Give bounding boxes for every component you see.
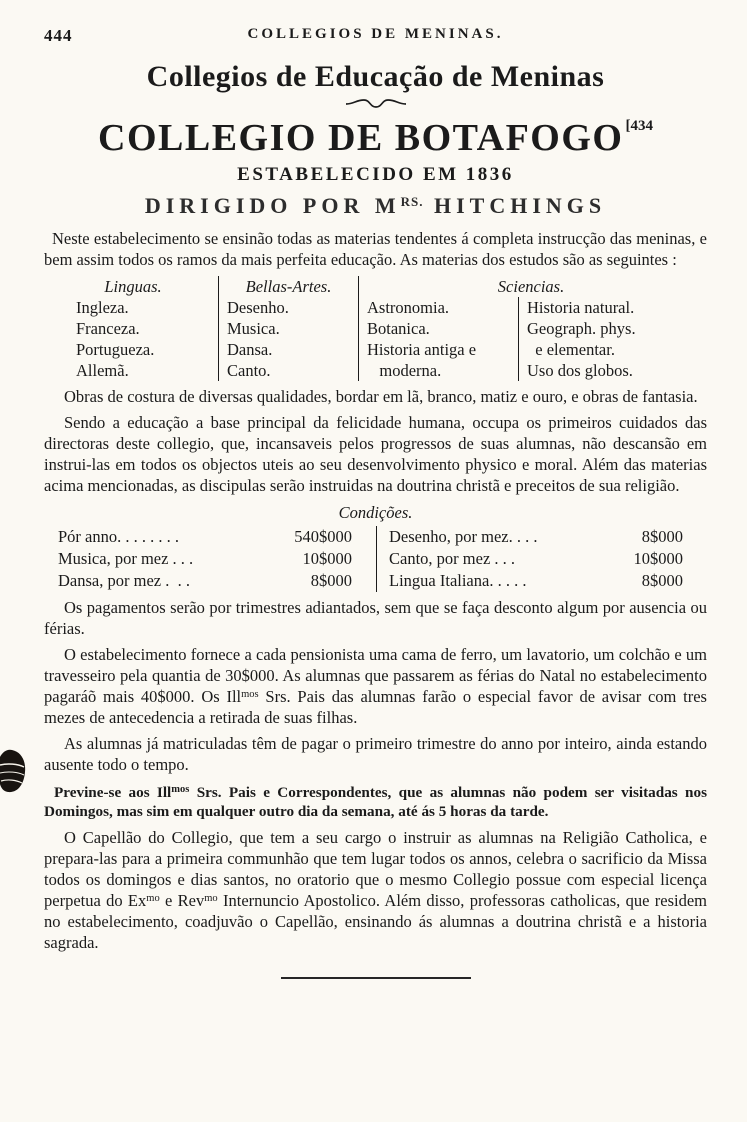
paragraph-text: O estabelecimento fornece a cada pensionista uma cama de ferro, um lavatorio, um colchão e um travesseiro pela quantia de 30$000. As alumnas que passarem as férias do Natal no estabelecimento pagaráõ mais 40$000. Os Ill — [44, 644, 707, 706]
price-row — [58, 526, 376, 548]
conditions-title: Condições. — [338, 502, 413, 522]
running-header: COLLEGIOS DE MENINAS. — [247, 26, 504, 42]
paragraph-text: Internuncio Apostolico. Além disso, professoras catholicas, que residem no estabelecimento, coadjuvão o Capellão, ensinando ás alumnas a doutrina christã e a historia sagrada. — [44, 890, 707, 952]
price-label: Desenho, por mez. . . . — [389, 526, 538, 546]
paragraph-fornece — [44, 644, 707, 728]
paragraph-obras: Obras de costura de diversas qualidades, bordar em lã, branco, matiz e ouro, e obras de fantasia. — [64, 386, 698, 406]
directed-line — [44, 193, 707, 219]
curriculum-cell: Uso dos globos. — [518, 360, 703, 381]
superscript: mo — [204, 892, 218, 904]
price-value: 8$000 — [641, 526, 683, 546]
paragraph-matriculadas: As alumnas já matriculadas têm de pagar o primeiro trimestre do anno por inteiro, ainda estando ausente todo o tempo. — [44, 733, 707, 774]
paragraph-pagamentos: Os pagamentos serão por trimestres adiantados, sem que se faça desconto algum por ausencia ou férias. — [44, 597, 707, 638]
curriculum-cell: e elementar. — [518, 339, 703, 360]
college-name — [44, 119, 707, 159]
paragraph-capellao — [44, 827, 707, 953]
paragraph-text: Srs. Pais e Correspondentes, que as alumnas não podem ser visitadas nos Domingos, mas sim em qualquer outro dia da semana, até ás 5 horas da tarde. — [44, 783, 707, 821]
price-label: Canto, por mez . . . — [389, 548, 516, 568]
price-value: 10$000 — [302, 548, 352, 568]
page-number: 444 — [44, 26, 73, 45]
curriculum-cell: Franceza. — [76, 318, 140, 338]
notice-paragraph — [44, 783, 707, 822]
page-header — [44, 26, 707, 50]
curriculum-cell: Historia natural. — [518, 297, 703, 318]
bottom-rule — [281, 977, 471, 979]
paragraph-text: O Capellão do Collegio, que tem a seu cargo o instruir as alumnas na Religião Catholica, e prepara-las para a primeira communhão que tem lugar todos os annos, celebra o sacrificio da Missa todos os domingos e dias santos, no oratorio que o mesmo Collegio possue com especial licença perpetua do Ex — [44, 827, 707, 910]
price-row — [58, 570, 376, 592]
curriculum-cell: Botanica. — [358, 318, 518, 339]
intro-paragraph: Neste estabelecimento se ensinão todas as materias tendentes á completa instrucção das meninas, e bem assim todos os ramos da mais perfeita educação. As materias dos estudos são as seguintes : — [44, 228, 707, 269]
price-label: Lingua Italiana. . . . . — [389, 570, 527, 590]
price-value: 540$000 — [294, 526, 352, 546]
paragraph-text: e Rev — [159, 890, 205, 910]
price-row — [389, 526, 707, 548]
superscript: mos — [241, 688, 259, 700]
price-value: 8$000 — [641, 570, 683, 590]
curriculum-cell: Ingleza. — [76, 297, 129, 317]
section-title: Collegios de Educação de Meninas — [146, 60, 605, 93]
price-value: 8$000 — [310, 570, 352, 590]
price-row — [389, 548, 707, 570]
column-header-bellas-artes: Bellas-Artes. — [218, 276, 358, 297]
paragraph-text: Previne-se aos Ill — [54, 783, 172, 801]
curriculum-cell: moderna. — [358, 360, 518, 381]
directed-text-pre: DIRIGIDO POR M — [144, 192, 401, 218]
price-value: 10$000 — [633, 548, 683, 568]
ink-blot-shape — [0, 746, 28, 796]
curriculum-cell: Desenho. — [218, 297, 358, 318]
price-row — [58, 548, 376, 570]
curriculum-cell: Dansa. — [218, 339, 358, 360]
superscript: mo — [146, 892, 160, 904]
ornament-divider — [44, 97, 707, 113]
curriculum-table — [48, 276, 707, 381]
curriculum-cell: Astronomia. — [358, 297, 518, 318]
price-label: Pór anno. . . . . . . . — [58, 526, 179, 546]
paragraph-text: Srs. Pais das alumnas farão o especial favor de avisar com tres mezes de antecedencia a retirada de suas filhas. — [44, 686, 707, 727]
curriculum-cell: Portugueza. — [76, 339, 155, 359]
price-row — [389, 570, 707, 592]
directed-text-post: HITCHINGS — [423, 192, 607, 218]
established-line: ESTABELECIDO EM 1836 — [237, 163, 514, 185]
college-name-text: COLLEGIO DE BOTAFOGO — [98, 117, 624, 159]
price-label: Musica, por mez . . . — [58, 548, 194, 568]
paragraph-sendo: Sendo a educação a base principal da felicidade humana, occupa os primeiros cuidados das directoras deste collegio, que, incansaveis pelos progressos de suas alumnas, não descansão em instrui-las em todos os objectos uteis ao seu desenvolvimento physico e moral. Além das materias acima mencionadas, as discipulas serão instruidas na doutrina christã e preceitos de sua religião. — [44, 412, 707, 495]
column-header-sciencias: Sciencias. — [358, 276, 703, 297]
college-ref-number: [434 — [625, 118, 653, 134]
squiggle-ornament — [344, 97, 408, 110]
ink-blot — [0, 746, 28, 801]
curriculum-cell: Historia antiga e — [358, 339, 518, 360]
curriculum-cell: Allemã. — [76, 360, 129, 380]
price-label: Dansa, por mez . . . — [58, 570, 190, 590]
price-column-right — [376, 526, 707, 592]
superscript: RS. — [400, 193, 424, 209]
curriculum-cell: Canto. — [218, 360, 358, 381]
curriculum-cell: Musica. — [218, 318, 358, 339]
price-table — [44, 526, 707, 592]
superscript: mos — [171, 783, 190, 795]
curriculum-cell: Geograph. phys. — [518, 318, 703, 339]
column-header-linguas: Linguas. — [104, 276, 162, 296]
price-column-left — [58, 526, 376, 592]
